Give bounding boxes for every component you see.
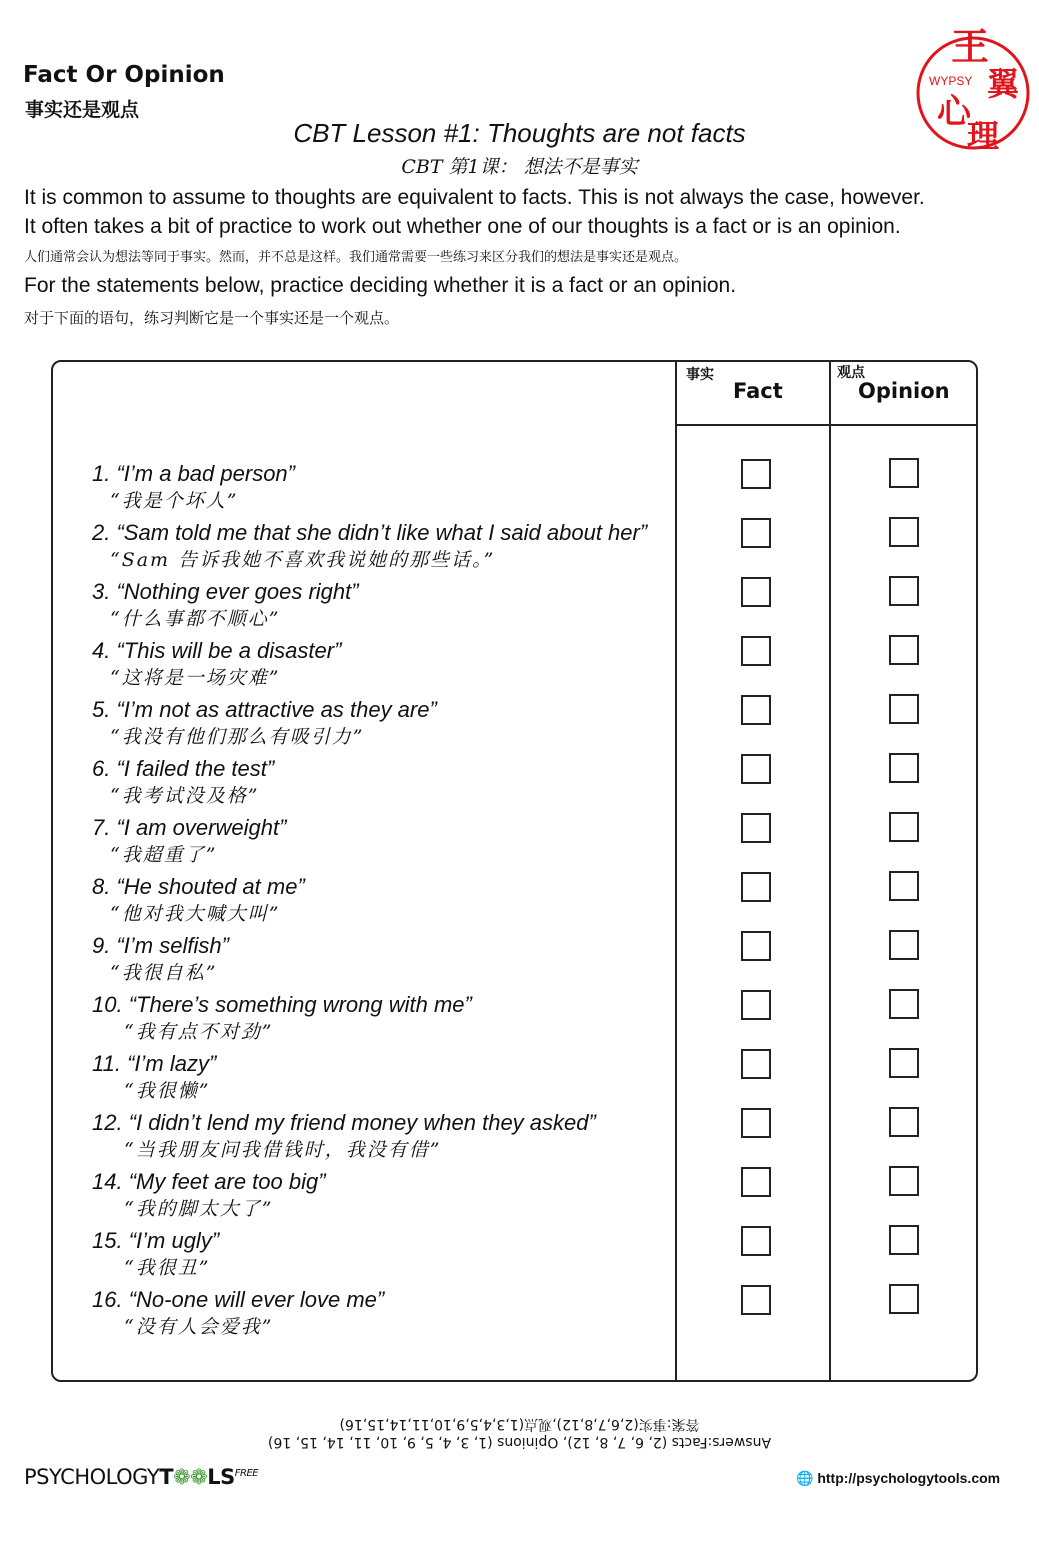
- fact-checkbox[interactable]: [741, 577, 771, 607]
- statement-text: 3. “Nothing ever goes right”: [92, 579, 359, 604]
- statement-text-cn: “他对我大喊大叫”: [110, 903, 281, 925]
- opinion-checkbox[interactable]: [889, 753, 919, 783]
- opinion-checkbox[interactable]: [889, 871, 919, 901]
- statement-text: 12. “I didn’t lend my friend money when they asked”: [92, 1110, 596, 1135]
- statement-text: 10. “There’s something wrong with me”: [92, 992, 472, 1017]
- svg-text:心: 心: [937, 92, 971, 132]
- opinion-checkbox[interactable]: [889, 930, 919, 960]
- fact-checkbox[interactable]: [741, 931, 771, 961]
- statement-text: 8. “He shouted at me”: [92, 874, 305, 899]
- statement-text-cn: “我的脚太大了”: [124, 1198, 274, 1220]
- divider: [676, 424, 976, 426]
- intro-line-2: It often takes a bit of practice to work out whether one of our thoughts is a fact or is an opinion.: [24, 215, 901, 238]
- svg-text:WYPSY: WYPSY: [929, 74, 973, 88]
- opinion-checkbox[interactable]: [889, 1225, 919, 1255]
- fact-checkbox[interactable]: [741, 1167, 771, 1197]
- statement-text: 4. “This will be a disaster”: [92, 638, 342, 663]
- statement-text-cn: “Sam 告诉我她不喜欢我说她的那些话。”: [110, 549, 496, 571]
- statement-text: 14. “My feet are too big”: [92, 1169, 326, 1194]
- divider: [675, 360, 677, 1380]
- statement-text-cn: “我很自私”: [110, 962, 218, 984]
- fact-checkbox[interactable]: [741, 518, 771, 548]
- statement-text: 11. “I’m lazy”: [92, 1051, 217, 1076]
- opinion-checkbox[interactable]: [889, 989, 919, 1019]
- statement-text: 16. “No-one will ever love me”: [92, 1287, 385, 1312]
- instruction-cn: 对于下面的语句，练习判断它是一个事实还是一个观点。: [24, 309, 400, 327]
- psychologytools-logo: $PSYCHOLOGYT❁❁LS^{FREE}$: [24, 1465, 259, 1489]
- fact-checkbox[interactable]: [741, 1226, 771, 1256]
- divider: [829, 360, 831, 1380]
- fact-checkbox[interactable]: [741, 990, 771, 1020]
- fact-header-cn: 事实: [686, 367, 714, 383]
- statement-text-cn: “什么事都不顺心”: [110, 608, 281, 630]
- fact-checkbox[interactable]: [741, 872, 771, 902]
- answers-cn: 答案:事实(2,6,7,8,12),观点(1,3,4,5,9,10,11,14,15,16): [339, 1416, 700, 1432]
- opinion-checkbox[interactable]: [889, 458, 919, 488]
- statement-text-cn: “我很丑”: [124, 1257, 211, 1279]
- title: Fact Or Opinion: [23, 62, 225, 88]
- statement-text: 2. “Sam told me that she didn’t like what I said about her”: [92, 520, 648, 545]
- fact-checkbox[interactable]: [741, 459, 771, 489]
- statement-text: 1. “I’m a bad person”: [92, 461, 295, 486]
- statement-text: 15. “I’m ugly”: [92, 1228, 220, 1253]
- statement-text-cn: “我是个坏人”: [110, 490, 239, 512]
- fact-checkbox[interactable]: [741, 695, 771, 725]
- svg-text:翼: 翼: [987, 65, 1020, 103]
- opinion-checkbox[interactable]: [889, 576, 919, 606]
- fact-header: Fact: [733, 379, 783, 403]
- statement-text-cn: “没有人会爱我”: [124, 1316, 274, 1338]
- opinion-header-cn: 观点: [837, 365, 865, 381]
- intro-line-1: It is common to assume to thoughts are equivalent to facts. This is not always the case, however.: [24, 186, 925, 209]
- answers-en: Answers:Facts (2, 6, 7, 8, 12), Opinions (1, 3, 4, 5, 9, 10, 11, 14, 15, 16): [267, 1434, 772, 1450]
- opinion-checkbox[interactable]: [889, 517, 919, 547]
- fact-checkbox[interactable]: [741, 754, 771, 784]
- statement-text-cn: “我超重了”: [110, 844, 218, 866]
- title-cn: 事实还是观点: [25, 99, 140, 121]
- opinion-checkbox[interactable]: [889, 694, 919, 724]
- statement-text-cn: “我很懒”: [124, 1080, 211, 1102]
- fact-checkbox[interactable]: [741, 1108, 771, 1138]
- globe-icon: 🌐: [796, 1470, 814, 1486]
- opinion-checkbox[interactable]: [889, 812, 919, 842]
- statement-text: 9. “I’m selfish”: [92, 933, 229, 958]
- statement-text-cn: “我考试没及格”: [110, 785, 260, 807]
- statement-text-cn: “当我朋友问我借钱时，我没有借”: [124, 1139, 442, 1161]
- statement-text-cn: “这将是一场灾难”: [110, 667, 281, 689]
- opinion-checkbox[interactable]: [889, 1284, 919, 1314]
- fact-checkbox[interactable]: [741, 636, 771, 666]
- fact-checkbox[interactable]: [741, 813, 771, 843]
- statement-text: 7. “I am overweight”: [92, 815, 287, 840]
- opinion-checkbox[interactable]: [889, 1107, 919, 1137]
- intro-cn: 人们通常会认为想法等同于事实。然而，并不总是这样。我们通常需要一些练习来区分我们的想法是事实还是观点。: [24, 250, 688, 265]
- statement-text-cn: “我没有他们那么有吸引力”: [110, 726, 365, 748]
- statement-text: 5. “I’m not as attractive as they are”: [92, 697, 437, 722]
- opinion-checkbox[interactable]: [889, 635, 919, 665]
- opinion-checkbox[interactable]: [889, 1048, 919, 1078]
- lesson-title-cn: CBT 第1课： 想法不是事实: [401, 156, 638, 178]
- statement-text: 6. “I failed the test”: [92, 756, 275, 781]
- website-link[interactable]: 🌐 http://psychologytools.com: [796, 1470, 1001, 1486]
- answers-upside-down: [0, 1415, 1039, 1451]
- opinion-header: Opinion: [858, 379, 950, 403]
- svg-text:理: 理: [967, 117, 1000, 155]
- instruction: For the statements below, practice deciding whether it is a fact or an opinion.: [24, 274, 737, 297]
- statement-text-cn: “我有点不对劲”: [124, 1021, 274, 1043]
- lesson-title: CBT Lesson #1: Thoughts are not facts: [293, 118, 746, 148]
- opinion-checkbox[interactable]: [889, 1166, 919, 1196]
- fact-checkbox[interactable]: [741, 1285, 771, 1315]
- fact-checkbox[interactable]: [741, 1049, 771, 1079]
- svg-text:王: 王: [951, 25, 990, 69]
